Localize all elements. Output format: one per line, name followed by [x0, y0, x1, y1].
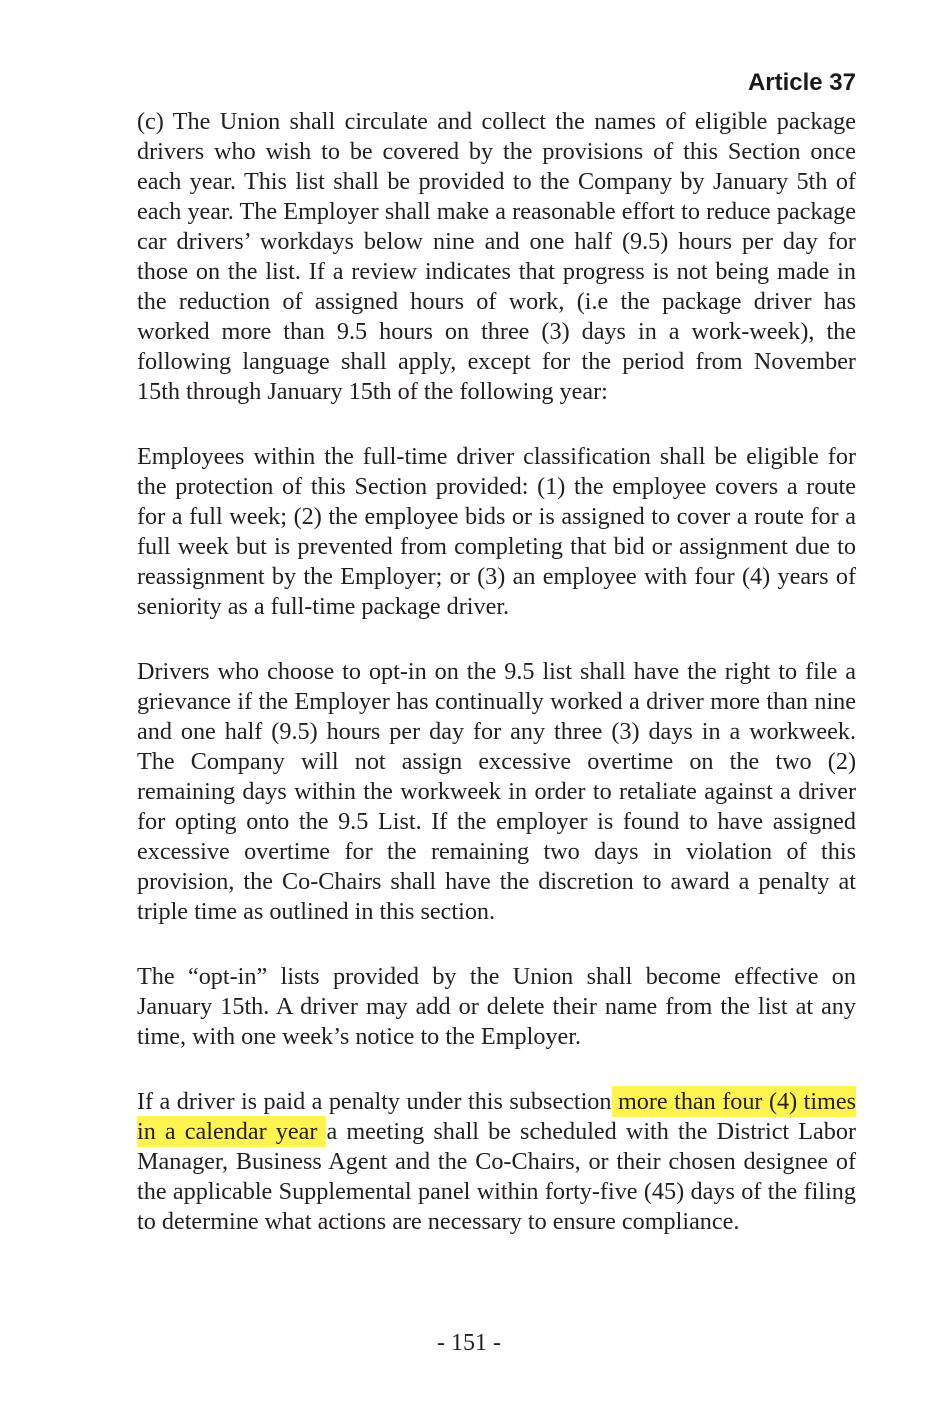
paragraph-eligibility: Employees within the full-time driver classification shall be eligible for the protection of this Section provided: (1) the employee covers a route for a full week; (2) the employee bids or is assigned to cover a route for a full week but is prevented from completing that bid or assignment due to reassignment by the Employer; or (3) an employee with four (4) years of seniority as a full-time package driver. — [137, 443, 856, 620]
penalty-text-after: a meeting shall be scheduled with the District Labor Manager, Business Agent and the Co-Chairs, or their chosen designee of the applicable Supplemental panel within forty-five (45) days of the filing to determine what actions are necessary to ensure compliance. — [137, 1118, 857, 1235]
highlighted-text: more than four (4) times in a calendar year — [137, 1088, 856, 1145]
paragraph-grievance: Drivers who choose to opt-in on the 9.5 list shall have the right to file a grievance if the Employer has continually worked a driver more than nine and one half (9.5) hours per day for any three (3) days in a workweek. The Company will not assign excessive overtime on the two (2) remaining days within the workweek in order to retaliate against a driver for opting onto the 9.5 List. If the employer is found to have assigned excessive overtime for the remaining two days in violation of this provision, the Co-Chairs shall have the discretion to award a penalty at triple time as outlined in this section. — [137, 658, 856, 925]
page-number: - 151 - — [437, 1330, 501, 1356]
penalty-text-before: If a driver is paid a penalty under this subsection — [137, 1088, 612, 1115]
paragraph-penalty-meeting — [137, 1087, 856, 1237]
document-body — [137, 107, 856, 1237]
paragraph-c-union-list: (c) The Union shall circulate and collect the names of eligible package drivers who wish to be covered by the provisions of this Section once each year. This list shall be provided to the Company by January 5th of each year. The Employer shall make a reasonable effort to reduce package car drivers’ workdays below nine and one half (9.5) hours per day for those on the list. If a review indicates that progress is not being made in the reduction of assigned hours of work, (i.e the package driver has worked more than 9.5 hours on three (3) days in a work-week), the following language shall apply, except for the period from November 15th through January 15th of the following year: — [137, 108, 856, 405]
paragraph-opt-in-lists: The “opt-in” lists provided by the Union shall become effective on January 15th. A driver may add or delete their name from the list at any time, with one week’s notice to the Employer. — [137, 963, 856, 1050]
article-heading: Article 37 — [747, 69, 856, 96]
